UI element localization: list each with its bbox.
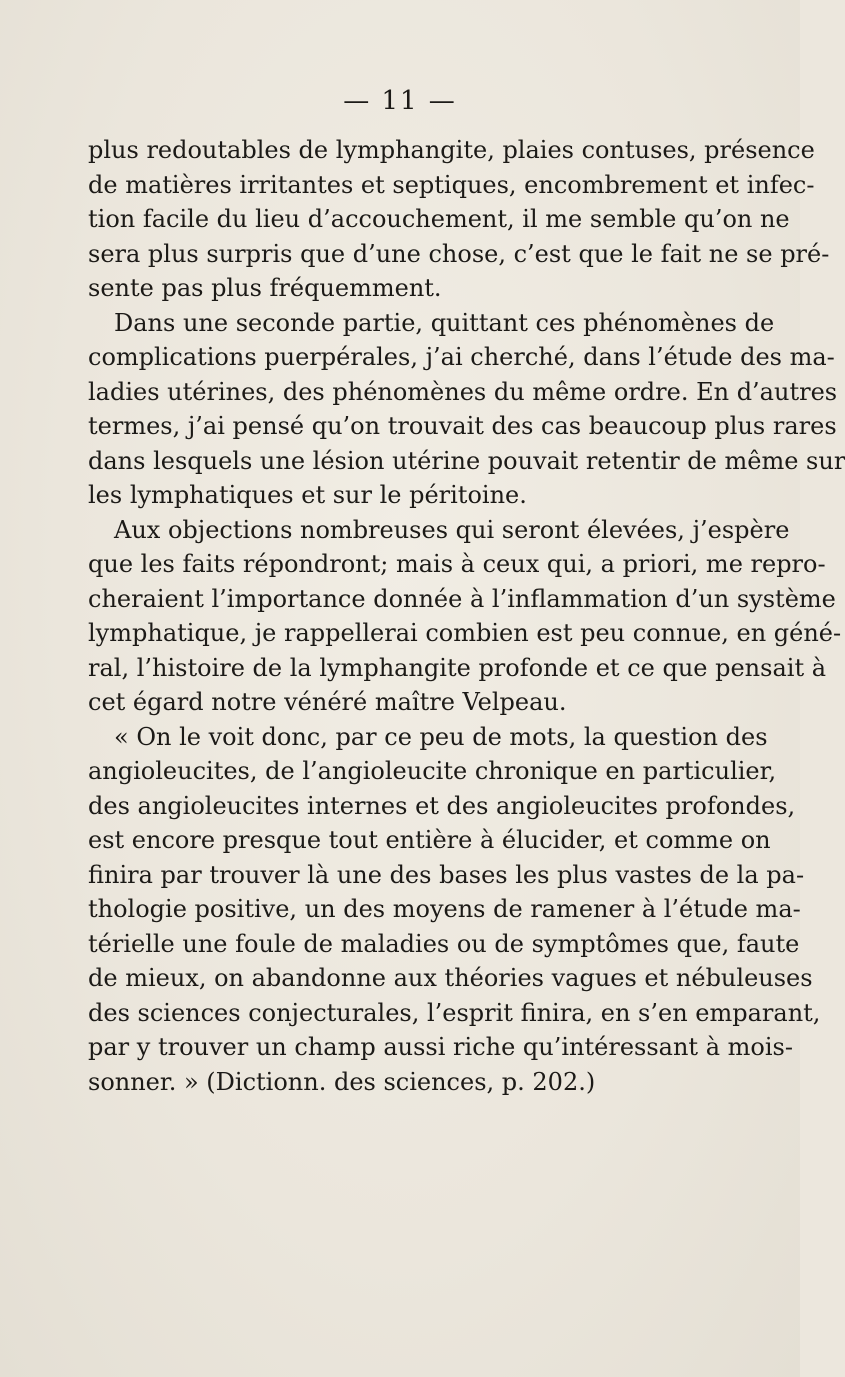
paragraph [88,513,842,720]
text-line: lymphatique, je rappellerai combien est peu connue, en géné- [88,619,842,647]
text-line: des sciences conjecturales, l’esprit finira, en s’en emparant, [88,998,821,1027]
text-line: de matières irritantes et septiques, encombrement et infec- [88,170,815,199]
text-line: ladies utérines, des phénomènes du même ordre. En d’autres [88,377,838,406]
text-line: thologie positive, un des moyens de ramener à l’étude ma- [88,895,801,923]
page-number: — 11 — [343,86,457,116]
text-line: de mieux, on abandonne aux théories vagues et nébuleuses [88,964,813,992]
text-line: térielle une foule de maladies ou de symptômes que, faute [88,929,800,958]
text-line: sera plus surpris que d’une chose, c’est que le fait ne se pré- [88,239,830,268]
text-line: les lymphatiques et sur le péritoine. [88,481,527,509]
text-line: par y trouver un champ aussi riche qu’intéressant à mois- [88,1033,793,1061]
text-line: « On le voit donc, par ce peu de mots, la question des [114,722,768,751]
paragraph [88,306,845,513]
text-line: cheraient l’importance donnée à l’inflammation d’un système [88,584,836,613]
text-line: que les faits répondront; mais à ceux qui, a priori, me repro- [88,550,826,578]
text-line: plus redoutables de lymphangite, plaies contuses, présence [88,136,815,164]
text-line: sonner. » (Dictionn. des sciences, p. 202.) [88,1067,596,1096]
text-line: complications puerpérales, j’ai cherché, dans l’étude des ma- [88,343,835,371]
paragraph [88,133,830,306]
text-line: Aux objections nombreuses qui seront élevées, j’espère [114,515,790,544]
text-line: Dans une seconde partie, quittant ces phénomènes de [114,308,775,337]
text-line: des angioleucites internes et des angioleucites profondes, [88,791,796,820]
text-line: dans lesquels une lésion utérine pouvait retentir de même sur [88,446,845,475]
text-line: sente pas plus fréquemment. [88,274,442,302]
page-body [88,133,845,1099]
paragraph [88,720,821,1100]
text-line: ral, l’histoire de la lymphangite profonde et ce que pensait à [88,653,827,682]
text-line: cet égard notre vénéré maître Velpeau. [88,688,567,716]
text-line: est encore presque tout entière à élucider, et comme on [88,826,771,854]
text-line: termes, j’ai pensé qu’on trouvait des cas beaucoup plus rares [88,412,837,440]
text-line: angioleucites, de l’angioleucite chronique en particulier, [88,757,777,785]
text-line: finira par trouver là une des bases les plus vastes de la pa- [88,860,805,889]
text-line: tion facile du lieu d’accouchement, il me semble qu’on ne [88,205,790,233]
